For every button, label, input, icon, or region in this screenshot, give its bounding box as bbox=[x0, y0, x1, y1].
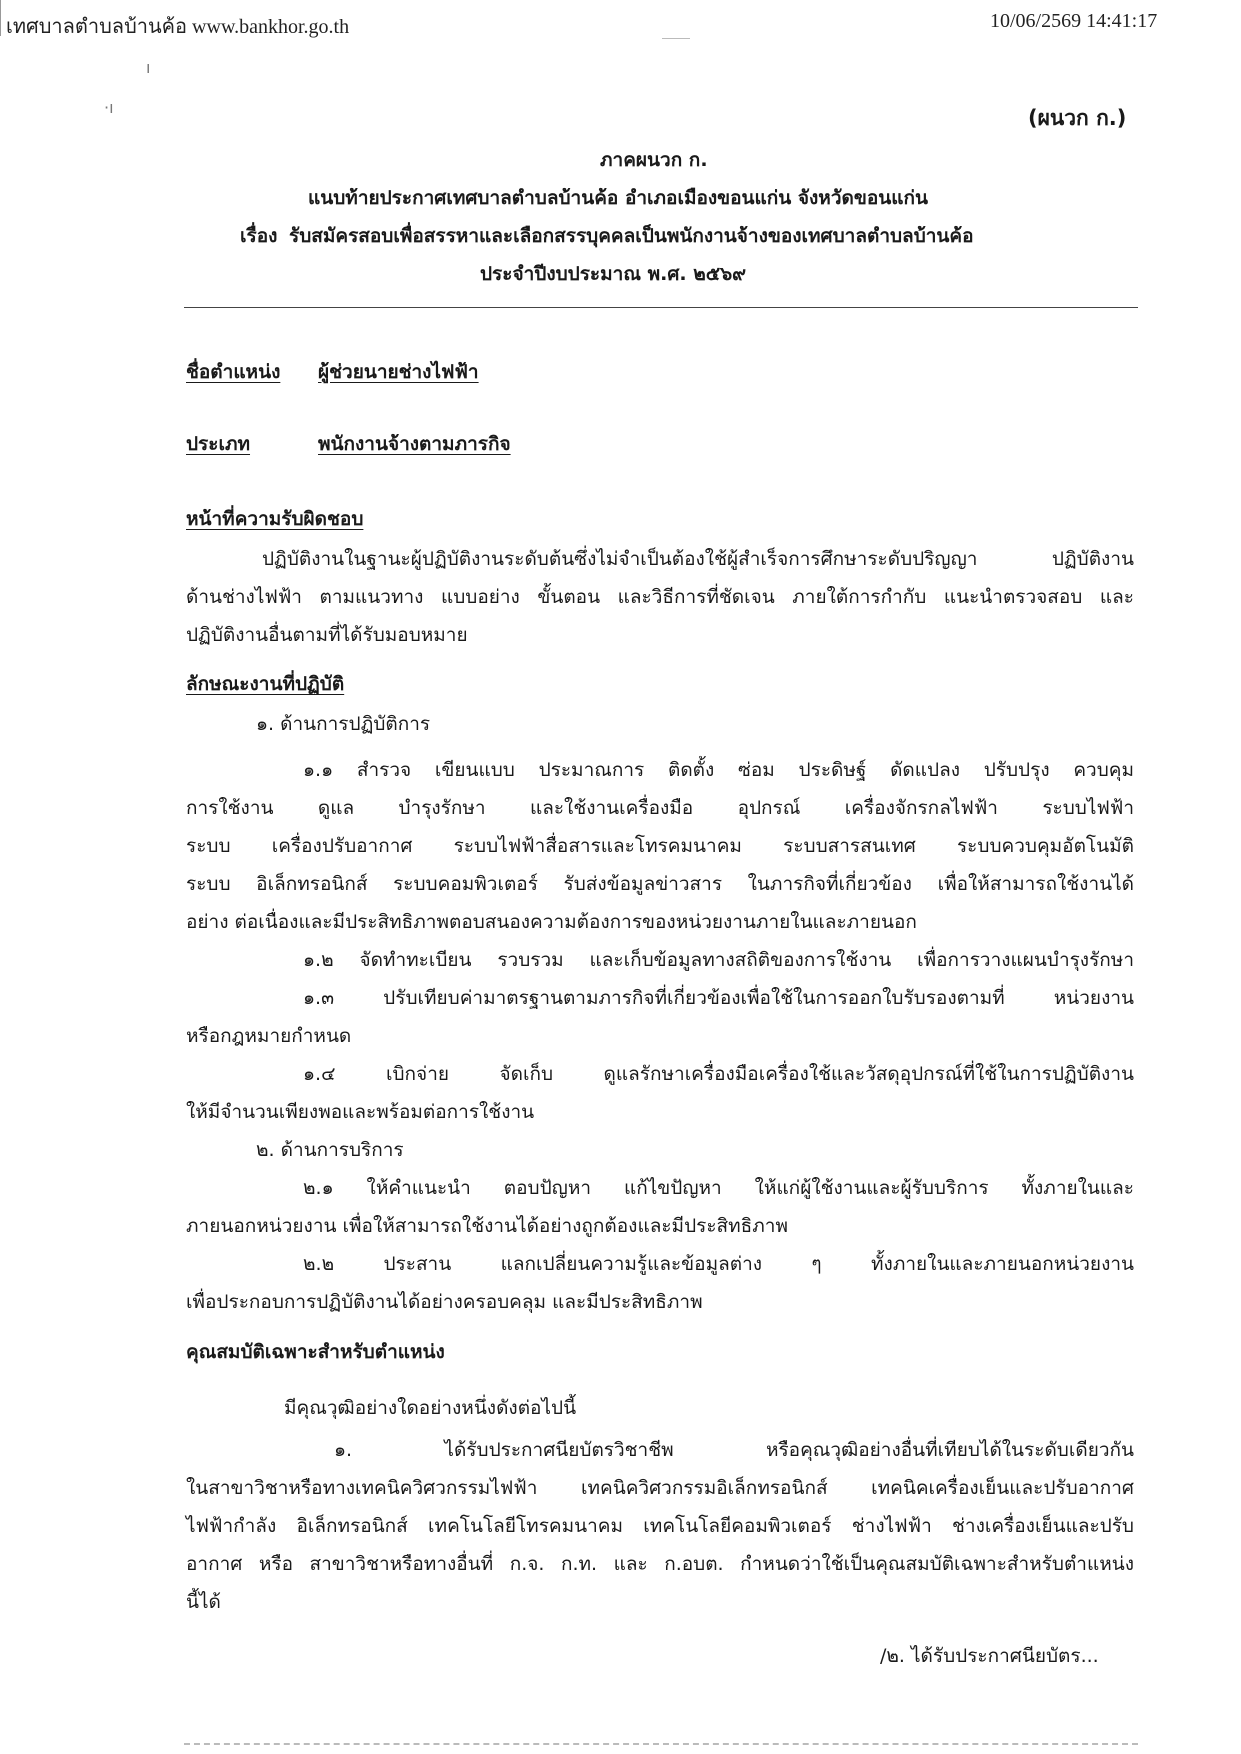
work-section-1: ๑. ด้านการปฏิบัติการ bbox=[256, 713, 431, 735]
qualification-item-1-line: อากาศ หรือ สาขาวิชาหรือทางอื่นที่ ก.จ. ก.ท. และ ก.อบต. กำหนดว่าใช้เป็นคุณสมบัติเฉพาะสำหรับตำแหน่ง bbox=[186, 1553, 1134, 1575]
position-label: ชื่อตำแหน่ง bbox=[186, 361, 281, 383]
work-item-2-2-line: เพื่อประกอบการปฏิบัติงานได้อย่างครอบคลุม และมีประสิทธิภาพ bbox=[186, 1291, 703, 1313]
work-item-2-1-line: ๒.๑ ให้คำแนะนำ ตอบปัญหา แก้ไขปัญหา ให้แก่ผู้ใช้งานและผู้รับบริการ ทั้งภายในและ bbox=[303, 1177, 1134, 1199]
continuation-marker: /๒. ได้รับประกาศนียบัตร... bbox=[880, 1645, 1099, 1667]
qualification-item-1-line: ๑. ได้รับประกาศนียบัตรวิชาชีพ หรือคุณวุฒิอย่างอื่นที่เทียบได้ในระดับเดียวกัน bbox=[334, 1439, 1134, 1461]
work-item-1-1-line: อย่าง ต่อเนื่องและมีประสิทธิภาพตอบสนองความต้องการของหน่วยงานภายในและภายนอก bbox=[186, 911, 917, 933]
qualifications-heading: คุณสมบัติเฉพาะสำหรับตำแหน่ง bbox=[186, 1341, 445, 1363]
attachment-label: (ผนวก ก.) bbox=[1028, 106, 1127, 130]
print-header-timestamp: 10/06/2569 14:41:17 bbox=[990, 10, 1158, 32]
qualification-item-1-line: ในสาขาวิชาหรือทางเทคนิควิศวกรรมไฟฟ้า เทคนิควิศวกรรมอิเล็กทรอนิกส์ เทคนิคเครื่องเย็นและปรับอากาศ bbox=[186, 1477, 1134, 1499]
work-item-2-1-line: ภายนอกหน่วยงาน เพื่อให้สามารถใช้งานได้อย่างถูกต้องและมีประสิทธิภาพ bbox=[186, 1215, 788, 1237]
duties-line: ปฏิบัติงานในฐานะผู้ปฏิบัติงานระดับต้นซึ่งไม่จำเป็นต้องใช้ผู้สำเร็จการศึกษาระดับปริญญา ปฏิบัติงาน bbox=[262, 548, 1134, 570]
work-item-1-1-line: ระบบ เครื่องปรับอากาศ ระบบไฟฟ้าสื่อสารและโทรคมนาคม ระบบสารสนเทศ ระบบควบคุมอัตโนมัติ bbox=[186, 835, 1134, 857]
work-item-1-4-line: ๑.๔ เบิกจ่าย จัดเก็บ ดูแลรักษาเครื่องมือเครื่องใช้และวัสดุอุปกรณ์ที่ใช้ในการปฏิบัติงาน bbox=[303, 1063, 1134, 1085]
duties-line: ด้านช่างไฟฟ้า ตามแนวทาง แบบอย่าง ขั้นตอน และวิธีการที่ชัดเจน ภายใต้การกำกับ แนะนำตรวจสอบ และ bbox=[186, 586, 1134, 608]
type-label: ประเภท bbox=[186, 433, 251, 455]
scan-speck: ı bbox=[146, 58, 151, 77]
work-item-1-3-line: ๑.๓ ปรับเทียบค่ามาตรฐานตามภารกิจที่เกี่ยวข้องเพื่อใช้ในการออกใบรับรองตามที่ หน่วยงาน bbox=[303, 987, 1134, 1009]
scan-faint-line bbox=[184, 1743, 1138, 1745]
work-item-1-2: ๑.๒ จัดทำทะเบียน รวบรวม และเก็บข้อมูลทางสถิติของการใช้งาน เพื่อการวางแผนบำรุงรักษา bbox=[303, 949, 1134, 971]
work-heading: ลักษณะงานที่ปฏิบัติ bbox=[186, 673, 345, 695]
qualification-item-1-line: ไฟฟ้ากำลัง อิเล็กทรอนิกส์ เทคโนโลยีโทรคมนาคม เทคโนโลยีคอมพิวเตอร์ ช่างไฟฟ้า ช่างเครื่องเย็นและปรับ bbox=[186, 1515, 1134, 1537]
header-divider bbox=[184, 307, 1138, 308]
duties-line: ปฏิบัติงานอื่นตามที่ได้รับมอบหมาย bbox=[186, 624, 468, 646]
work-section-2: ๒. ด้านการบริการ bbox=[256, 1139, 404, 1161]
work-item-1-3-line: หรือกฎหมายกำหนด bbox=[186, 1025, 352, 1047]
qualification-item-1-line: นี้ได้ bbox=[186, 1591, 221, 1613]
subject-text: รับสมัครสอบเพื่อสรรหาและเลือกสรรบุคคลเป็นพนักงานจ้างของเทศบาลตำบลบ้านค้อ bbox=[289, 225, 974, 247]
announcement-reference: แนบท้ายประกาศเทศบาลตำบลบ้านค้อ อำเภอเมืองขอนแก่น จังหวัดขอนแก่น bbox=[308, 187, 928, 209]
duties-heading: หน้าที่ความรับผิดชอบ bbox=[186, 508, 364, 530]
scan-speck: ·ı bbox=[104, 98, 114, 117]
work-item-1-4-line: ให้มีจำนวนเพียงพอและพร้อมต่อการใช้งาน bbox=[186, 1101, 535, 1123]
type-value: พนักงานจ้างตามภารกิจ bbox=[318, 433, 511, 455]
scan-edge-mark bbox=[0, 0, 1, 36]
work-item-2-2-line: ๒.๒ ประสาน แลกเปลี่ยนความรู้และข้อมูลต่าง ๆ ทั้งภายในและภายนอกหน่วยงาน bbox=[303, 1253, 1134, 1275]
print-header-source: เทศบาลตำบลบ้านค้อ www.bankhor.go.th bbox=[6, 16, 350, 38]
work-item-1-1-line: ระบบ อิเล็กทรอนิกส์ ระบบคอมพิวเตอร์ รับส่งข้อมูลข่าวสาร ในภารกิจที่เกี่ยวข้อง เพื่อให้สามารถใช้งานได้ bbox=[186, 873, 1134, 895]
fiscal-year: ประจำปีงบประมาณ พ.ศ. ๒๕๖๙ bbox=[480, 263, 747, 285]
work-item-1-1-line: ๑.๑ สำรวจ เขียนแบบ ประมาณการ ติดตั้ง ซ่อม ประดิษฐ์ ดัดแปลง ปรับปรุง ควบคุม bbox=[303, 759, 1134, 781]
work-item-1-1-line: การใช้งาน ดูแล บำรุงรักษา และใช้งานเครื่องมือ อุปกรณ์ เครื่องจักรกลไฟฟ้า ระบบไฟฟ้า bbox=[186, 797, 1134, 819]
scan-faint-line bbox=[662, 38, 690, 39]
subject-label: เรื่อง bbox=[240, 225, 278, 247]
qualifications-intro: มีคุณวุฒิอย่างใดอย่างหนึ่งดังต่อไปนี้ bbox=[284, 1397, 577, 1419]
appendix-title: ภาคผนวก ก. bbox=[600, 149, 708, 171]
position-value: ผู้ช่วยนายช่างไฟฟ้า bbox=[318, 361, 479, 383]
